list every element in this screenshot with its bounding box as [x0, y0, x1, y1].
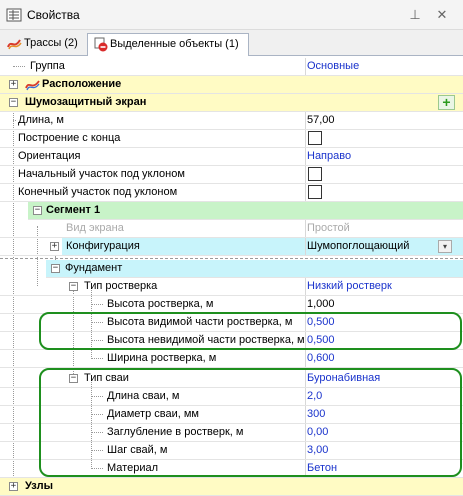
collapse-icon[interactable]: −	[52, 263, 59, 273]
row-start-slope[interactable]	[0, 166, 463, 184]
panel-title: Свойства	[27, 8, 80, 22]
highlight-frame	[39, 368, 462, 477]
pile-step-label: Шаг свай, м	[107, 444, 168, 456]
end-slope-label: Конечный участок под уклоном	[18, 186, 178, 198]
row-screen-type[interactable]	[0, 220, 463, 238]
pile-length-value[interactable]: 2,0	[307, 390, 323, 402]
start-slope-label: Начальный участок под уклоном	[18, 168, 185, 180]
collapse-icon[interactable]: −	[34, 205, 41, 215]
expand-icon[interactable]: +	[10, 481, 17, 491]
grillage-type-label: Тип ростверка	[84, 280, 158, 292]
hidden-height-label: Высота невидимой части ростверка, м	[107, 334, 305, 346]
tab-selected-objects[interactable]	[87, 33, 249, 56]
build-from-end-label: Построение с конца	[18, 132, 121, 144]
panel-title-bar	[0, 0, 463, 30]
location-label: Расположение	[42, 78, 122, 90]
nodes-label: Узлы	[25, 480, 53, 492]
row-grillage-width[interactable]	[0, 350, 463, 368]
visible-height-label: Высота видимой части ростверка, м	[107, 316, 293, 328]
pile-step-value[interactable]: 3,00	[307, 444, 329, 456]
foundation-label: Фундамент	[65, 262, 123, 274]
pile-type-value[interactable]: Буронабивная	[307, 372, 381, 384]
hidden-height-value[interactable]: 0,500	[307, 334, 335, 346]
material-value[interactable]: Бетон	[307, 462, 338, 474]
expand-icon[interactable]: +	[51, 241, 58, 251]
row-noise-screen[interactable]	[0, 94, 463, 112]
expand-icon[interactable]: +	[10, 79, 17, 89]
pile-type-label: Тип сваи	[84, 372, 129, 384]
collapse-icon[interactable]: −	[70, 281, 77, 291]
chevron-down-icon[interactable]: ▾	[438, 240, 452, 253]
screen-type-label: Вид экрана	[66, 222, 124, 234]
row-end-slope[interactable]	[0, 184, 463, 202]
pile-diameter-label: Диаметр сваи, мм	[107, 408, 199, 420]
routes-icon	[7, 36, 22, 51]
row-grillage-type[interactable]	[0, 278, 463, 296]
end-slope-checkbox[interactable]	[308, 185, 322, 199]
material-label: Материал	[107, 462, 158, 474]
divider	[0, 258, 463, 259]
tab-routes-label: Трассы (2)	[24, 37, 78, 49]
row-location[interactable]	[0, 76, 463, 94]
row-segment-1[interactable]	[28, 202, 463, 220]
embedding-label: Заглубление в ростверк, м	[107, 426, 244, 438]
length-value[interactable]: 57,00	[307, 114, 335, 126]
length-label: Длина, м	[18, 114, 64, 126]
tab-selected-objects-label: Выделенные объекты (1)	[110, 38, 239, 50]
start-slope-checkbox[interactable]	[308, 167, 322, 181]
noise-screen-label: Шумозащитный экран	[25, 96, 147, 108]
segment-label: Сегмент 1	[46, 204, 101, 216]
collapse-icon[interactable]: −	[70, 373, 77, 383]
row-group[interactable]	[0, 58, 463, 76]
selected-objects-icon	[93, 37, 108, 52]
row-build-from-end[interactable]	[0, 130, 463, 148]
grillage-height-value[interactable]: 1,000	[307, 298, 335, 310]
close-icon[interactable]: ✕	[436, 7, 448, 22]
screen-type-value: Простой	[307, 222, 350, 234]
group-value[interactable]: Основные	[307, 60, 360, 72]
visible-height-value[interactable]: 0,500	[307, 316, 335, 328]
tab-routes[interactable]	[2, 33, 86, 55]
orientation-label: Ориентация	[18, 150, 81, 162]
row-length[interactable]	[0, 112, 463, 130]
row-nodes[interactable]	[0, 478, 463, 496]
grillage-width-value[interactable]: 0,600	[307, 352, 335, 364]
pile-length-label: Длина сваи, м	[107, 390, 180, 402]
configuration-label: Конфигурация	[66, 240, 140, 252]
configuration-value[interactable]: Шумопоглощающий	[307, 240, 410, 252]
route-icon	[25, 78, 40, 91]
grillage-type-value[interactable]: Низкий ростверк	[307, 280, 392, 292]
pile-diameter-value[interactable]: 300	[307, 408, 326, 420]
grillage-height-label: Высота ростверка, м	[107, 298, 214, 310]
row-configuration[interactable]	[0, 238, 463, 256]
row-foundation[interactable]	[46, 260, 463, 278]
highlight-frame	[39, 312, 462, 350]
orientation-value[interactable]: Направо	[307, 150, 352, 162]
grillage-width-label: Ширина ростверка, м	[107, 352, 217, 364]
group-label: Группа	[30, 60, 65, 72]
add-button[interactable]: +	[438, 95, 455, 110]
embedding-value[interactable]: 0,00	[307, 426, 329, 438]
pin-icon[interactable]: ⊥	[409, 7, 421, 22]
properties-icon	[6, 7, 22, 23]
collapse-icon[interactable]: −	[10, 97, 17, 107]
row-orientation[interactable]	[0, 148, 463, 166]
build-from-end-checkbox[interactable]	[308, 131, 322, 145]
tab-strip	[0, 30, 463, 56]
